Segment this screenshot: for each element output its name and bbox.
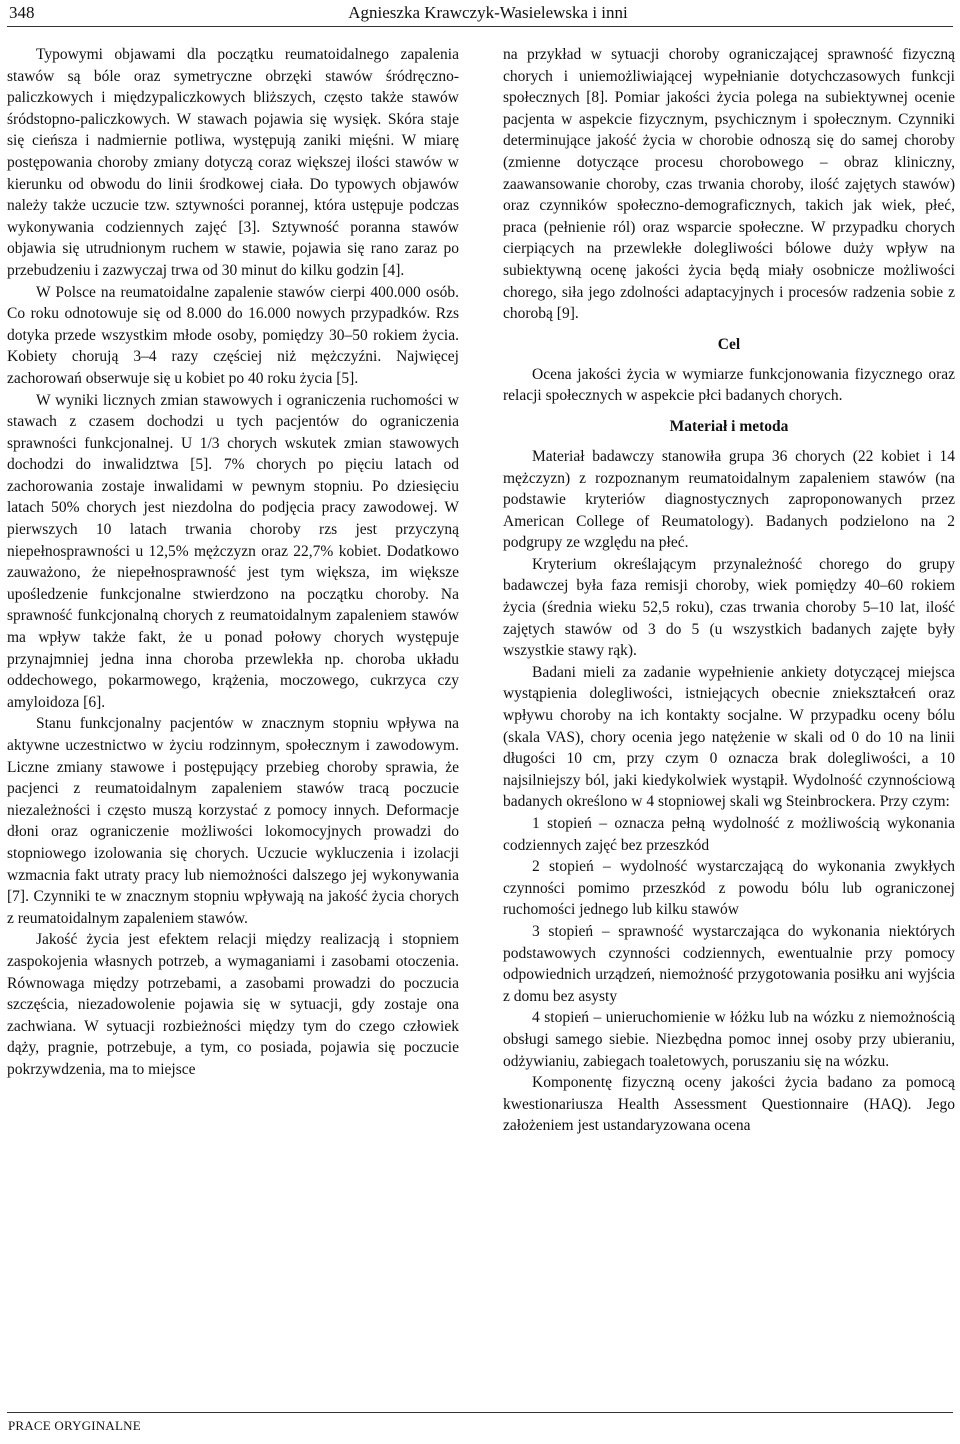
body-paragraph: Typowymi objawami dla początku reumatoidalnego zapalenia stawów są bóle oraz symetryczne obrzęki stawów śródręczno-paliczkowych i międzypaliczkowych bliższych, często także stawów śródstopno-paliczkowych. W stawach pojawia się wysięk. Skóra staje się cieńsza i nadmiernie potliwa, występują zaniki mięśni. W miarę postępowania choroby zmiany dotyczą coraz większej ilości stawów w kierunku od obwodu do linii środkowej ciała. Do typowych objawów należy także uczucie tzw. sztywności porannej, która ustępuje podczas wykonywania codziennych zajęć [3]. Sztywność poranna stawów objawia się utrudnionym ruchem w stawie, pojawia się rano zaraz po przebudzeniu i zazwyczaj trwa od 30 minut do kilku godzin [4].: [7, 46, 459, 279]
body-paragraph: Jakość życia jest efektem relacji między realizacją i stopniem zaspokojenia własnych potrzeb, a wymaganiami i zasobami otoczenia. Równowaga między potrzebami, a zasobami prowadzi do poczucia szczęścia, niezadowolenie pojawia się w sytuacji, gdy zostaje ona zachwiana. W sytuacji rozbieżności między tym do czego człowiek dąży, pragnie, potrzebuje, a tym, co posiada, pojawia się poczucie pokrzywdzenia, ma to miejsce: [7, 931, 459, 1078]
body-paragraph: W wyniki licznych zmian stawowych i ograniczenia ruchomości w stawach z czasem dochodzi u tych pacjentów do ograniczenia sprawności funkcjonalnej. U 1/3 chorych wskutek zmian stawowych dochodzi do inwalidztwa [5]. 7% chorych po pięciu latach od zachorowania zostaje inwalidami w pewnym stopniu. Po dziesięciu latach 50% chorych jest niezdolna do podjęcia pracy zawodowej. W pierwszych 10 latach trwania choroby rzs jest przyczyną niepełnosprawności u 12,5% mężczyzn oraz 22,7% kobiet. Dodatkowo zauważono, że niepełnosprawność jest tym większa, im większe upośledzenie funkcjonalne stwierdzono na początku choroby. Na sprawność funkcjonalną chorych z reumatoidalnym zapaleniem stawów ma wpływ także fakt, że u ponad połowy chorych występuje przynajmniej jedna inna choroba przewlekła np. choroba układu oddechowego, pokarmowego, krążenia, moczowego, cukrzyca czy amyloidoza [6].: [7, 391, 459, 711]
body-paragraph: Komponentę fizyczną oceny jakości życia badano za pomocą kwestionariusza Health Assessment Questionnaire (HAQ). Jego założeniem jest ustandaryzowana ocena: [503, 1074, 955, 1135]
scale-item: 3 stopień – sprawność wystarczająca do wykonania niektórych podstawowych czynności codziennych, ewentualnie przy pomocy odpowiednich urządzeń, niemożność przygotowania posiłku ani wyjścia z domu bez asysty: [503, 922, 955, 1005]
page-number: 348: [9, 3, 35, 22]
scale-item: 1 stopień – oznacza pełną wydolność z możliwością wykonania codziennych zajęć bez przeszkód: [503, 815, 955, 854]
body-paragraph: Badani mieli za zadanie wypełnienie ankiety dotyczącej miejsca wystąpienia dolegliwości, istniejących obecnie zniekształceń oraz wpływu choroby na ich kontakty socjalne. W przypadku oceny bólu (skala VAS), chory ocenia jego natężenie w skali od 0 do 10 na linii długości 10 cm, przy czym 0 oznacza brak dolegliwości, a 10 najsilniejszy ból, jaki kiedykolwiek wystąpił. Wydolność czynnościową badanych określono w 4 stopniowej skali wg Steinbrockera. Przy czym:: [503, 663, 955, 811]
body-paragraph: Stanu funkcjonalny pacjentów w znacznym stopniu wpływa na aktywne uczestnictwo w życiu rodzinnym, społecznym i zawodowym. Liczne zmiany stawowe i postępujący przebieg choroby sprawia, że pacjenci z reumatoidalnym zapaleniem stawów tracą poczucie niezależności i często muszą korzystać z pomocy innych. Deformacje dłoni oraz ograniczenie możliwości lokomocyjnych prowadzi do stopniowego izolowania się chorych. Uczucie wykluczenia i izolacji wzmacnia fakt utraty pracy lub niemożności dalszego jej wykonywania [7]. Czynniki te w znacznym stopniu wpływają na jakość życia chorych z reumatoidalnym zapaleniem stawów.: [7, 715, 459, 927]
body-paragraph: W Polsce na reumatoidalne zapalenie stawów cierpi 400.000 osób. Co roku odnotowuje się od 8.000 do 16.000 nowych przypadków. Rzs dotyka przede wszystkim młode osoby, pomiędzy 30–50 rokiem życia. Kobiety chorują 3–4 razy częściej niż mężczyźni. Najwięcej zachorowań obserwuje się u kobiet po 40 roku życia [5].: [7, 283, 459, 387]
scale-item: 2 stopień – wydolność wystarczającą do wykonania zwykłych czynności pomimo przeszkód z powodu bólu lub ograniczonej ruchomości jednego lub kilku stawów: [503, 858, 955, 919]
body-paragraph: Ocena jakości życia w wymiarze funkcjonowania fizycznego oraz relacji społecznych w aspekcie płci badanych chorych.: [503, 365, 955, 405]
body-paragraph: Kryterium określającym przynależność chorego do grupy badawczej była faza remisji choroby, wiek pomiędzy 40–60 rokiem życia (średnia wieku 52,5 roku), czas trwania choroby 5–10 lat, ilość zajętych stawów od 3 do 5 (u wszystkich badanych zajęte były wszystkie stawy rąk).: [503, 555, 955, 660]
left-column: [7, 44, 459, 1081]
section-heading-material-i-metoda: Materiał i metoda: [669, 417, 789, 435]
running-title: Agnieszka Krawczyk-Wasielewska i inni: [348, 3, 628, 22]
body-paragraph: Materiał badawczy stanowiła grupa 36 chorych (22 kobiet i 14 mężczyzn) z rozpoznanym reumatoidalnym zapaleniem stawów (na podstawie kryteriów diagnostycznych zaproponowanych przez American College of Reumatology). Badanych podzielono na 2 podgrupy ze względu na płeć.: [503, 447, 955, 552]
footer-rule: [7, 1412, 953, 1413]
scale-item: 4 stopień – unieruchomienie w łóżku lub na wózku z niemożnością obsługi samego siebie. Niezbędna pomoc innej osoby przy ubieraniu, odżywianiu, zabiegach toaletowych, poruszaniu się na wózku.: [503, 1009, 955, 1070]
page-header: [0, 0, 960, 34]
right-column: [503, 44, 955, 1137]
section-label: PRACE ORYGINALNE: [8, 1418, 141, 1433]
continued-paragraph: na przykład w sytuacji choroby ograniczającej sprawność fizyczną chorych i uniemożliwiającej wypełnianie dotychczasowych funkcji społecznych [8]. Pomiar jakości życia polega na subiektywnej ocenie pacjenta w aspekcie fizycznym, psychicznym i społecznym. Czynniki determinujące jakość życia w chorobie odnoszą się do samej choroby (zmienne dotyczące procesu chorobowego – obraz kliniczny, zaawansowanie choroby, czas trwania choroby, ilość zajętych stawów) oraz czynników społeczno-demograficznych, takich jak wiek, płeć, praca (pełnienie ról) oraz wsparcie społeczne. W przypadku chorych cierpiących na przewlekłe dolegliwości bólowe duży wpływ na subiektywną ocenę jakości życia będą miały osobnicze możliwości chorego, siła jego zdolności adaptacyjnych i procesów radzenia sobie z chorobą [9].: [503, 46, 955, 323]
section-heading-cel: Cel: [717, 335, 741, 353]
header-rule: [7, 26, 953, 27]
